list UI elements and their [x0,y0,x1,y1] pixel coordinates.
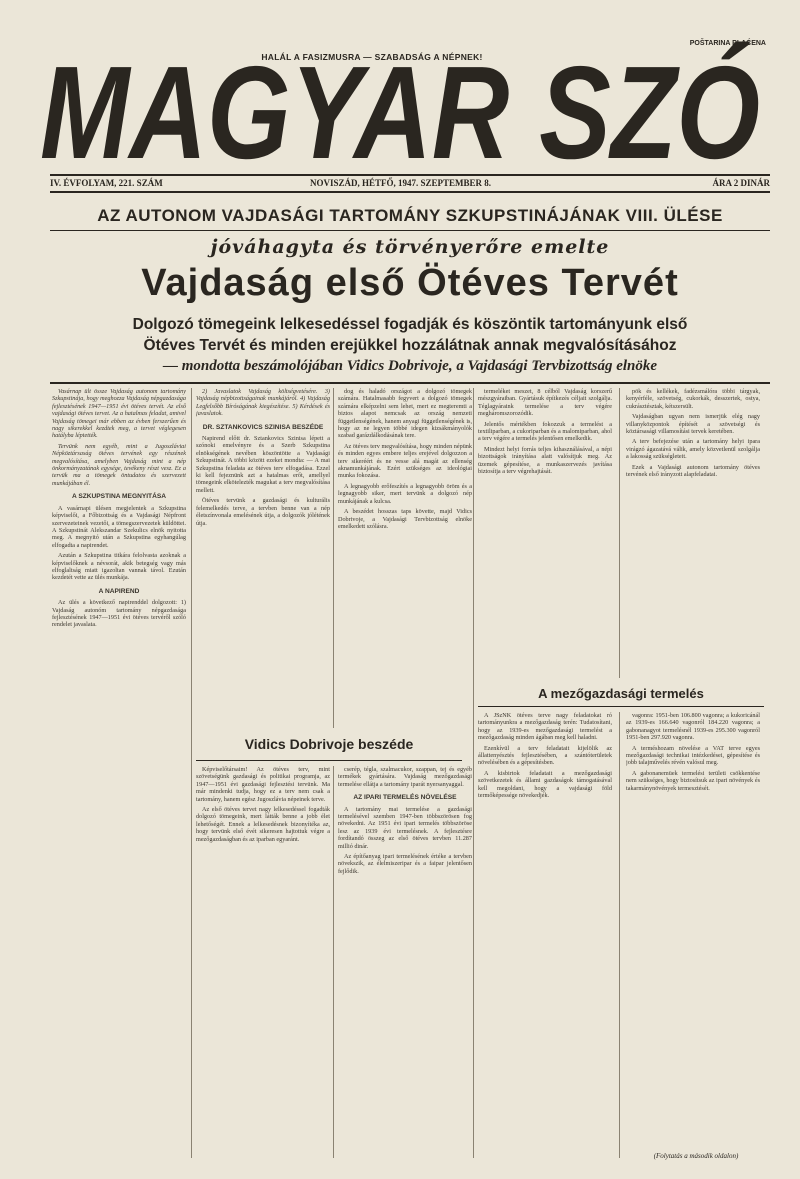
issue-price: ÁRA 2 DINÁR [712,178,770,188]
column-separator [619,388,620,678]
article-intro: Vasárnap ült össze Vajdaság autonom tartomány Szkupstinája, hogy meghozza Vajdaság népgazdasága fejlesztésének 1947—1951 évi ötéves tervét. Az első vajdasági ötéves tervet. Az a hatalmas feladat, amivel Vajdaság tömegei már ebben az évben ferszerűen és nagy sikerekkel kezdtek meg, a tervet véglegesen hatályba léptették. [52,388,186,440]
article-paragraph: Mindezt helyi forrás teljes kihasználásával, a népi bizottságok irányítása alatt valósítjuk meg. Az üzemek gépesítése, a munkaszervezés javítása biztosítja a terv végrehajtását. [478,445,612,476]
column-separator [333,388,334,728]
column-separator [333,766,334,1158]
postage-note: POŠTARINA PLAĆENA [689,40,766,47]
article-paragraph: vagonra: 1951-ben 106.800 vagonra; a kukoricánál az 1939-es 166.640 vagonról 184.220 vagonra; a gabonanagyot termelésnél 1939-es 295.300 vagonról 1951-ben 297.920 vagonra. [626,712,760,742]
article-paragraph: Képviselőtársaim! Az ötéves terv, mint szövetségünk gazdasági és politikai programja, az 1947—1951 évi gazdasági fejlesztési tervünk. Ma már mindenki tudja, hogy ez a terv nem csak a tartomány, hanem egész Jugoszlávia népeinek terve. [196,766,330,803]
issue-date: NOVISZÁD, HÉTFŐ, 1947. SZEPTEMBER 8. [310,178,492,188]
article-column-3 [338,388,472,728]
continuation-note: (Folytatás a második oldalon) [653,1152,739,1160]
volume-number: IV. ÉVFOLYAM, 221. SZÁM [50,178,163,188]
agriculture-column-1 [478,712,612,1162]
dateline-bar [50,174,770,193]
section-heading: DR. SZTANKOVICS SZINISA BESZÉDE [202,423,324,431]
article-paragraph: A tartomány mai termelése a gazdasági termelésével szemben 1947-ben többszörösen fog növekedni. Az 1951 évi ipari termelés többszöröse lesz az 1939 évi termelésnek. A fejlesztésre fordítandó összeg az első ötéves tervben 11.287 millió dinár. [338,805,472,850]
article-paragraph: A gabonanemüek termelési területi csökkentése nem szükséges, hogy biztosítsuk az ipari növények és takarmánynövények termesztését. [626,769,760,792]
article-column-4 [478,388,612,678]
article-paragraph: Ezek a Vajdasági autonom tartomány ötéves tervének első irányzott alapfeladatai. [626,463,760,479]
article-paragraph: Ezenkívül a terv feladatait kijelölik az állattenyésztés fejlesztésében, a szántóterületek növelésében és a gépesítésben. [478,744,612,767]
article-paragraph: Azután a Szkupstina titkára felolvasta azoknak a képviselőknek a névsorát, akik betegség vagy más elfoglaltság miatt igazoltan vannak távol. Ezután kezdetét vette az ülés munkája. [52,552,186,582]
masthead-logo [30,40,770,172]
article-paragraph: termeléket meszet, 8 célból Vajdaság korszerű mészgyáraiban. Gyártásuk építkezés céljait szolgálja. Téglagyáraink termelése a terv végére megháromszorozódik. [478,388,612,418]
section-heading: A NAPIREND [98,587,140,595]
agenda-continued: 2) Javaslatok Vajdaság költségvetésére. 3) Vajdaság népbizottságainak munkájáról. 4) Vajdaság Legfelsőbb Bíróságának kiegészítése. 5) Kérdések és javaslatok. [196,388,330,418]
article-paragraph: Tervünk nem egyéb, mint a Jugoszláviai Népköztársaság ötéves tervének egy részének megvalósítása, amelyben Vajdaság mint a nép önkormányzatának egysége, tevékeny részt vesz. Ez a tervük ma a tömegek öntudatos és szervezett munkájában él. [52,442,186,487]
main-headline: Vajdaság első Ötéves Tervét [141,262,679,304]
article-column-1 [52,388,186,1168]
deck-line-2: Ötéves Tervét és minden erejükkel hozzálátnak annak megvalósításához [143,337,677,354]
headline-credit: — mondotta beszámolójában Vidics Dobrivoje, a Vajdasági Tervbizottság elnöke [162,358,658,374]
article-paragraph: Ötéves tervünk a gazdasági és kulturális felemelkedés terve, a tervben benne van a nép életszínvonala emelésének útja, a dolgozók jólétének útja. [196,497,330,527]
article-paragraph: A terv befejezése után a tartomány helyi ipara virágzó ágazatává válik, amely közvetlenül szolgálja a lakosság szükségleteit. [626,438,760,461]
article-paragraph: A beszédet hosszas taps követte, majd Vidics Dobrivoje, a Vajdasági Tervbizottság elnöke emelkedett szólásra. [338,508,472,530]
body-top-rule [50,382,770,384]
article-paragraph: Napirend előtt dr. Sztankovics Szinisa lépett a szónoki emelvényre és a Szerb Szkupstina elnökségének nevében köszöntötte a Vajdasági Szkupstinát. A többi között ezeket mondta: — A mai Szkupstina feladata az ötéves terv elfogadása. Ezzel ki kell fejeznünk azt a hatalmas erőt, amellyel tömegeink elkötelezték magukat a terv megvalósítása mellett. [196,435,330,494]
article-paragraph: Az első ötéves tervet nagy lelkesedéssel fogadták dolgozó tömegeink, mert látták benne a jobb élet lehetőségét. Ennek a lelkesedésnek bizonyítéka az, hogy tervünk első évét sikeresen hajtottuk végre a mezőgazdaságban és az iparban egyaránt. [196,806,330,843]
vidics-column-1 [196,766,330,1166]
article-paragraph: A legnagyobb erőfeszítés a legnagyobb öröm és a legnagyobb siker, mert tervünk a dolgozó nép munkájának a kulcsa. [338,482,472,505]
vidics-speech-title: Vidics Dobrivoje beszéde [244,736,414,752]
section-subhead: AZ AUTONOM VAJDASÁGI TARTOMÁNY SZKUPSTINÁJÁNAK VIII. ÜLÉSE [97,206,723,225]
section-heading: A SZKUPSTINA MEGNYITÁSA [71,493,167,501]
agriculture-column-2 [626,712,760,1148]
vidics-rule [196,760,462,761]
agriculture-rule [478,706,764,707]
article-paragraph: dog és haladó országot a dolgozó tömegek számára. Hatalmasabb fegyvert a dolgozó tömegek számára elképzelni sem lehet, mert ez megteremti a biztos alapot nemcsak az ország nemzeti függetlenségének, hanem anyagi függetlenségének is, hogy az ne legyen többé idegen kizsákmányolók szabad garázdálkodásának tere. [338,388,472,440]
slogan: HALÁL A FASIZMUSRA — SZABADSÁG A NÉPNEK! [261,52,483,62]
article-paragraph: Jelentős mértékben fokozzuk a termelést a textiliparban, a cukoriparban és a malomiparban, ahol a terv végére a termelés jelentősen emelkedik. [478,420,612,443]
article-paragraph: pök és kellékek, fadézsmálóra többi tárgyak, kenyérféle, szövetség, cukorkák, desszertek, ostya, cukrásztésztak, kétszersült. [626,388,760,410]
article-paragraph: A vasárnapi ülésen megjelentek a Szkupstina képviselői, a Főbizottság és a Vajdasági Népfront szervezeteinek vezetői, a tömegszervezetek küldöttei. A Szkupstinát Alekszandar Szekulics elnök nyitotta meg. A megnyitó után a Szkupstina egyhangúlag elfogadta a napirendet. [52,504,186,549]
article-paragraph: Vajdaságban ugyan nem ismerjük elég nagy villanyközpontok építését a szövetségi és köztársasági villamosítási tervek keretében. [626,413,760,436]
article-column-5 [626,388,760,678]
subhead-rule [50,230,770,231]
article-paragraph: Az ötéves terv megvalósítása, hogy minden népünk és minden egyes embere teljes erejével dolgozzon a terv sikeréért és ne vesse alá magát az ellenség aknamunkájának. Ezért szükséges az ideológiai munka fokozása. [338,442,472,480]
headline-deck [60,314,760,356]
article-column-2 [196,388,330,728]
column-separator [191,388,192,1158]
article-paragraph: Az ülés a következő napirenddel dolgozott: 1) Vajdaság autonóm tartomány népgazdasága fejlesztésének 1947—1951 évi ötéves tervéről szóló rendelet javaslata. [52,599,186,629]
section-heading: AZ IPARI TERMELÉS NÖVELÉSE [353,794,457,802]
article-paragraph: Az építőanyag ipari termelésének értéke a tervben növekszik, az élelmiszeripar és a faipar jelentősen fejlődik. [338,853,472,875]
agriculture-section-title: A mezőgazdasági termelés [538,686,704,701]
article-paragraph: A terméshozam növelése a VAT terve egyes mezőgazdasági technikai intézkedései, gépesítése és jobb talajművelés révén valósul meg. [626,744,760,767]
vidics-column-2 [338,766,472,1166]
masthead-title: MAGYAR SZÓ [40,40,760,172]
column-separator [619,712,620,1158]
article-paragraph: cserép, tégla, szalmacukor, szappan, tej és egyéb termékek gyártására. Vajdaság mezőgazdasági termelése ellátja a tartomány iparát nyersanyaggal. [338,766,472,788]
deck-line-1: Dolgozó tömegeink lelkesedéssel fogadják és köszöntik tartományunk első [132,316,688,333]
headline-kicker: jóváhagyta és törvényerőre emelte [210,236,610,258]
column-separator [473,388,474,1158]
article-paragraph: A kisbirtok feladatait a mezőgazdasági szövetkezetek és állami gazdaságok támogatásával kell megoldani, hogy a vajdasági föld termőképessége növekedjék. [478,769,612,800]
article-paragraph: A JSzNK ötéves terve nagy feladatokat ró tartományunkra a mezőgazdaság terén: Tudatosítani, hogy az 1939-es mezőgazdasági termelést a mezőgazdaság minden ágában meg kell haladni. [478,712,612,742]
